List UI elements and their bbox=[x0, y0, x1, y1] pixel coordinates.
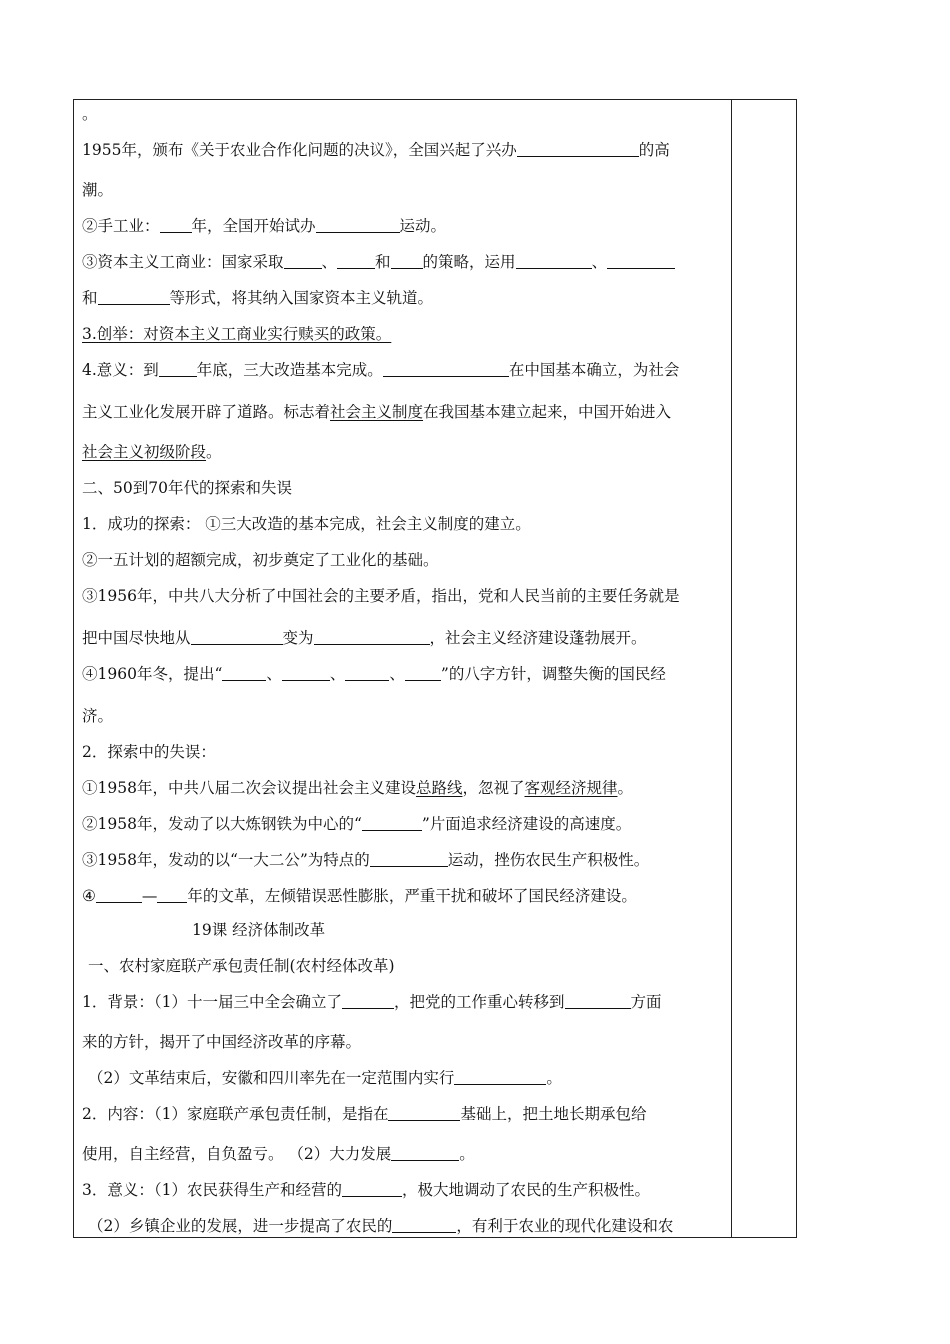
fill-blank bbox=[370, 852, 448, 867]
text-segment: 。 bbox=[546, 1069, 562, 1087]
text-segment: 主义工业化发展开辟了道路。标志着 bbox=[82, 403, 331, 421]
fill-blank bbox=[565, 994, 631, 1009]
fill-blank bbox=[282, 666, 330, 681]
text-segment: 的策略，运用 bbox=[422, 253, 516, 271]
text-segment: 、 bbox=[329, 665, 346, 683]
text-segment: ”片面追求经济建设的高速度。 bbox=[421, 815, 632, 833]
text-segment: 把中国尽快地从 bbox=[82, 629, 191, 647]
text-segment: 年的文革，左倾错误恶性膨胀，严重干扰和破坏了国民经济建设。 bbox=[187, 887, 637, 905]
underlined-term: 客观经济规律 bbox=[524, 779, 618, 797]
fill-blank bbox=[157, 888, 187, 903]
text-line bbox=[82, 104, 98, 124]
text-segment: 1．成功的探索： ①三大改造的基本完成，社会主义制度的建立。 bbox=[82, 515, 531, 533]
text-segment: 2．探索中的失误： bbox=[82, 743, 216, 761]
text-segment: ，社会主义经济建设蓬勃展开。 bbox=[429, 629, 647, 647]
text-segment: 潮。 bbox=[82, 181, 114, 199]
underlined-term: 总路线 bbox=[415, 779, 463, 797]
text-segment: 等形式，将其纳入国家资本主义轨道。 bbox=[169, 289, 434, 307]
fill-blank bbox=[391, 254, 423, 269]
text-segment: 一、农村家庭联产承包责任制(农村经体改革) bbox=[88, 957, 395, 975]
text-segment: 和 bbox=[375, 253, 391, 271]
fill-blank bbox=[284, 254, 322, 269]
text-line bbox=[82, 180, 113, 200]
underlined-term: 社会主义制度 bbox=[330, 403, 424, 421]
text-line bbox=[82, 706, 113, 726]
text-segment: 运动。 bbox=[399, 217, 447, 235]
text-segment: ③1958年，发动的以“一大二公”为特点的 bbox=[82, 851, 370, 869]
fill-blank bbox=[342, 1182, 402, 1197]
text-segment: 和 bbox=[82, 289, 98, 307]
text-segment: ④1960年冬，提出“ bbox=[82, 665, 223, 683]
text-line bbox=[82, 442, 222, 462]
text-line bbox=[82, 850, 649, 870]
text-line bbox=[82, 1104, 647, 1124]
text-line bbox=[82, 360, 679, 380]
fill-blank bbox=[392, 1218, 456, 1233]
text-segment: 1．背景：（1）十一届三中全会确立了 bbox=[82, 993, 342, 1011]
text-segment: ①1958年，中共八届二次会议提出社会主义建设 bbox=[82, 779, 416, 797]
text-segment: 、 bbox=[389, 665, 405, 683]
text-segment: 济。 bbox=[82, 707, 114, 725]
text-line bbox=[82, 550, 439, 570]
text-segment: 3.创举：对资本主义工商业实行赎买的政策。 bbox=[82, 325, 392, 343]
fill-blank bbox=[342, 994, 394, 1009]
text-segment: 在我国基本建立起来，中国开始进入 bbox=[423, 403, 672, 421]
text-segment: ②手工业： bbox=[82, 217, 160, 235]
fill-blank bbox=[345, 666, 389, 681]
text-segment: 的高 bbox=[638, 141, 670, 159]
text-line bbox=[82, 628, 647, 648]
text-segment: （2）乡镇企业的发展，进一步提高了农民的 bbox=[88, 1217, 393, 1235]
text-segment: ③资本主义工商业：国家采取 bbox=[82, 253, 284, 271]
text-segment: 。 bbox=[82, 105, 98, 123]
text-segment: 方面 bbox=[630, 993, 662, 1011]
text-segment: ，把党的工作重心转移到 bbox=[393, 993, 565, 1011]
text-segment: ④ bbox=[82, 887, 96, 905]
fill-blank bbox=[337, 254, 375, 269]
text-segment: 4.意义：到 bbox=[82, 361, 159, 379]
text-segment: 19课 经济体制改革 bbox=[192, 921, 326, 939]
text-segment: 基础上，把土地长期承包给 bbox=[460, 1105, 647, 1123]
text-line bbox=[82, 742, 216, 762]
text-line bbox=[82, 402, 671, 422]
lesson-title bbox=[192, 920, 325, 940]
fill-blank bbox=[98, 290, 170, 305]
fill-blank bbox=[191, 630, 283, 645]
text-segment: ”的八字方针，调整失衡的国民经 bbox=[440, 665, 666, 683]
text-segment: 在中国基本确立，为社会 bbox=[508, 361, 680, 379]
section-heading bbox=[82, 478, 292, 498]
text-segment: 变为 bbox=[282, 629, 314, 647]
text-line bbox=[82, 1180, 650, 1200]
text-segment: 年，全国开始试办 bbox=[191, 217, 316, 235]
text-segment: 。 bbox=[206, 443, 222, 461]
fill-blank bbox=[316, 218, 400, 233]
text-line bbox=[82, 514, 531, 534]
text-line bbox=[82, 288, 433, 308]
fill-blank bbox=[607, 254, 675, 269]
text-segment: 。 bbox=[617, 779, 634, 797]
text-segment: ，忽视了 bbox=[462, 779, 525, 797]
fill-blank bbox=[314, 630, 430, 645]
text-segment: （2）文革结束后，安徽和四川率先在一定范围内实行 bbox=[88, 1069, 455, 1087]
text-line bbox=[82, 1144, 475, 1164]
text-line bbox=[82, 664, 666, 684]
text-line bbox=[88, 1216, 673, 1236]
text-segment: 1955年，颁布《关于农业合作化问题的决议》，全国兴起了兴办 bbox=[82, 141, 517, 159]
fill-blank bbox=[405, 666, 441, 681]
text-segment: 、 bbox=[591, 253, 608, 271]
fill-blank bbox=[516, 254, 592, 269]
text-line bbox=[82, 992, 662, 1012]
text-line bbox=[82, 252, 675, 272]
underlined-term: 社会主义初级阶段 bbox=[82, 443, 207, 461]
fill-blank bbox=[160, 218, 192, 233]
text-segment: 使用，自主经营，自负盈亏。 （2）大力发展 bbox=[82, 1145, 392, 1163]
text-segment: 来的方针，揭开了中国经济改革的序幕。 bbox=[82, 1033, 362, 1051]
text-segment: — bbox=[141, 887, 158, 905]
text-line bbox=[82, 324, 391, 344]
text-segment: 运动，挫伤农民生产积极性。 bbox=[447, 851, 650, 869]
fill-blank bbox=[391, 1146, 459, 1161]
text-line bbox=[82, 778, 633, 798]
text-line bbox=[82, 814, 631, 834]
text-line bbox=[82, 886, 637, 906]
text-line bbox=[88, 1068, 562, 1088]
text-line bbox=[82, 216, 446, 236]
text-line bbox=[82, 1032, 361, 1052]
text-line bbox=[82, 140, 670, 160]
fill-blank bbox=[454, 1070, 546, 1085]
text-segment: 3．意义：（1）农民获得生产和经营的 bbox=[82, 1181, 342, 1199]
fill-blank bbox=[517, 142, 639, 157]
text-segment: ②一五计划的超额完成，初步奠定了工业化的基础。 bbox=[82, 551, 439, 569]
text-line bbox=[82, 586, 679, 606]
text-segment: 年底，三大改造基本完成。 bbox=[196, 361, 383, 379]
fill-blank bbox=[388, 1106, 460, 1121]
fill-blank bbox=[362, 816, 422, 831]
fill-blank bbox=[383, 362, 509, 377]
section-heading bbox=[88, 956, 395, 976]
text-segment: ，极大地调动了农民的生产积极性。 bbox=[401, 1181, 650, 1199]
fill-blank bbox=[159, 362, 197, 377]
text-segment: 2．内容：（1）家庭联产承包责任制，是指在 bbox=[82, 1105, 389, 1123]
text-segment: 、 bbox=[266, 665, 282, 683]
text-segment: ②1958年，发动了以大炼钢铁为中心的“ bbox=[82, 815, 362, 833]
text-segment: ，有利于农业的现代化建设和农 bbox=[456, 1217, 674, 1235]
fill-blank bbox=[222, 666, 266, 681]
text-segment: 、 bbox=[321, 253, 338, 271]
text-segment: 。 bbox=[459, 1145, 475, 1163]
text-segment: ③1956年，中共八大分析了中国社会的主要矛盾，指出，党和人民当前的主要任务就是 bbox=[82, 587, 680, 605]
table-column-divider bbox=[731, 99, 732, 1238]
text-segment: 二、50到70年代的探索和失误 bbox=[82, 479, 292, 497]
fill-blank bbox=[96, 888, 142, 903]
